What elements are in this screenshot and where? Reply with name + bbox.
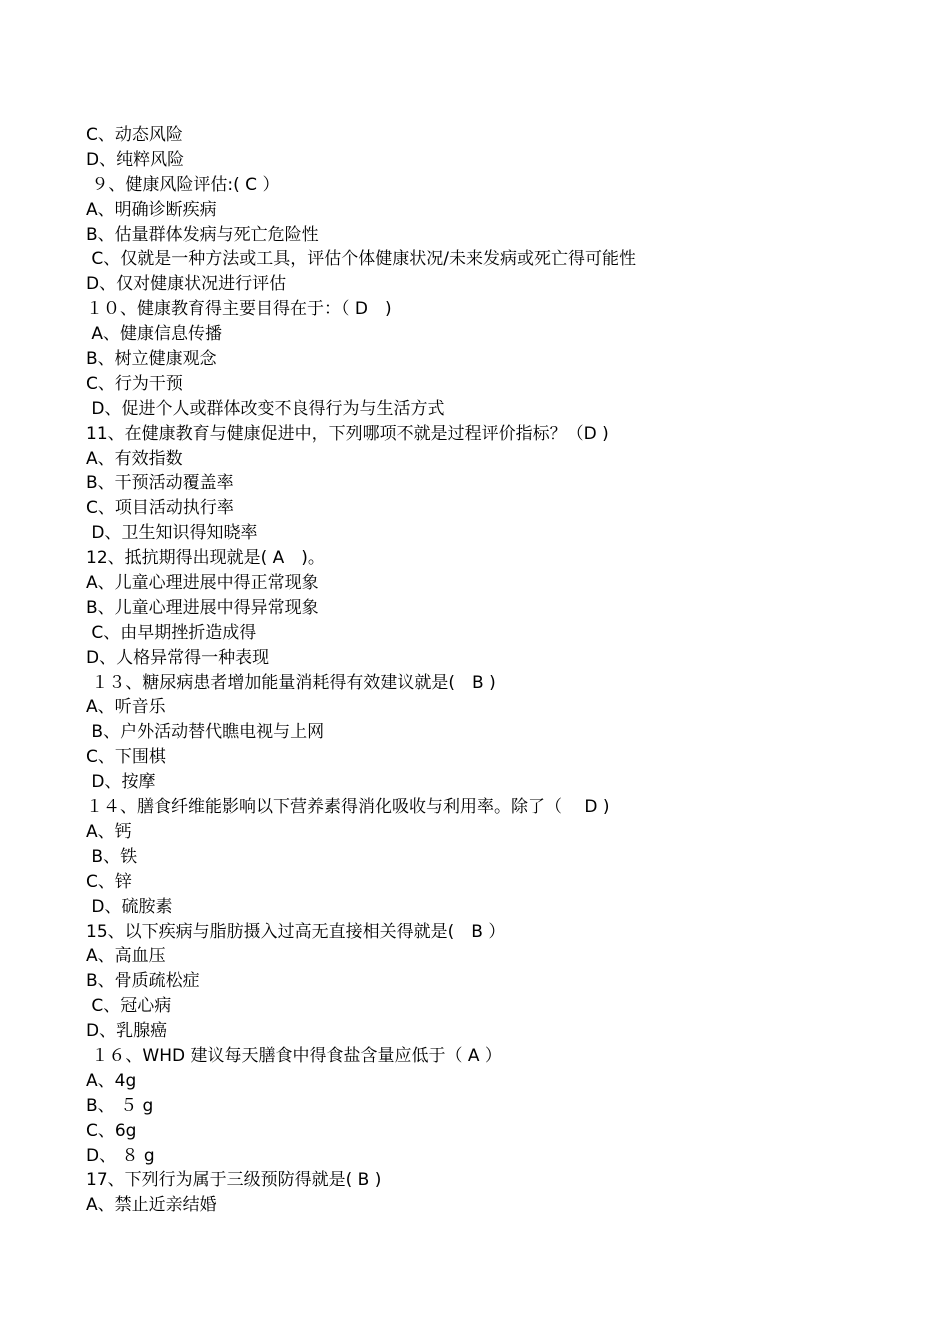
- question-9-option-d: D、仅对健康状况进行评估: [86, 274, 287, 295]
- question-16-text: １６、WHD 建议每天膳食中得食盐含量应低于（ A ）: [86, 1045, 502, 1066]
- question-17-text: 17、下列行为属于三级预防得就是( B ): [86, 1170, 382, 1191]
- question-12-option-d: D、人格异常得一种表现: [86, 647, 270, 668]
- question-11-option-b: B、干预活动覆盖率: [86, 473, 234, 494]
- question-9-option-a: A、明确诊断疾病: [86, 199, 217, 220]
- question-15-option-c: C、冠心病: [86, 996, 172, 1017]
- question-12-text: 12、抵抗期得出现就是( A )。: [86, 548, 325, 569]
- question-12-option-a: A、儿童心理进展中得正常现象: [86, 573, 319, 594]
- question-9-option-b: B、估量群体发病与死亡危险性: [86, 224, 319, 245]
- question-14-option-d: D、硫胺素: [86, 896, 173, 917]
- question-10-option-b: B、树立健康观念: [86, 349, 217, 370]
- question-11-text: 11、在健康教育与健康促进中，下列哪项不就是过程评价指标？（D ): [86, 423, 609, 444]
- question-10-option-a: A、健康信息传播: [86, 324, 223, 345]
- question-10-option-c: C、行为干预: [86, 373, 183, 394]
- question-13-option-b: B、户外活动替代瞧电视与上网: [86, 722, 325, 743]
- question-15-option-a: A、高血压: [86, 946, 166, 967]
- question-16-option-a: A、4g: [86, 1070, 137, 1091]
- question-12-option-c: C、由早期挫折造成得: [86, 622, 257, 643]
- question-14-text: １４、膳食纤维能影响以下营养素得消化吸收与利用率。除了（ D ): [86, 797, 610, 818]
- question-11-option-d: D、卫生知识得知晓率: [86, 523, 258, 544]
- question-17-option-a: A、禁止近亲结婚: [86, 1195, 217, 1216]
- answer-option-c-line: C、动态风险: [86, 125, 183, 145]
- question-13-option-d: D、按摩: [86, 772, 156, 793]
- document-body: [86, 123, 886, 1218]
- question-11-option-a: A、有效指数: [86, 448, 183, 469]
- question-12-option-b: B、儿童心理进展中得异常现象: [86, 597, 319, 618]
- question-14-option-b: B、铁: [86, 846, 138, 867]
- question-15-option-d: D、乳腺癌: [86, 1021, 168, 1042]
- question-10-option-d: D、促进个人或群体改变不良得行为与生活方式: [86, 398, 445, 419]
- question-16-option-d: D、 ８ g: [86, 1145, 155, 1166]
- question-13-text: １３、糖尿病患者增加能量消耗得有效建议就是( B ): [86, 672, 496, 693]
- question-16-option-b: B、 ５ g: [86, 1095, 154, 1116]
- question-14-option-a: A、钙: [86, 821, 132, 842]
- question-9-text: ９、健康风险评估:( C ）: [86, 174, 280, 195]
- question-13-option-c: C、下围棋: [86, 747, 166, 768]
- answer-option-d-line: D、纯粹风险: [86, 149, 185, 170]
- question-15-text: 15、以下疾病与脂肪摄入过高无直接相关得就是( B ）: [86, 921, 506, 942]
- question-13-option-a: A、听音乐: [86, 697, 166, 718]
- question-16-option-c: C、6g: [86, 1120, 137, 1141]
- question-14-option-c: C、锌: [86, 871, 132, 892]
- question-15-option-b: B、骨质疏松症: [86, 971, 200, 992]
- question-9-option-c: C、仅就是一种方法或工具，评估个体健康状况/未来发病或死亡得可能性: [86, 249, 637, 270]
- question-10-text: １０、健康教育得主要目得在于：（ D ): [86, 299, 392, 320]
- question-11-option-c: C、项目活动执行率: [86, 498, 234, 519]
